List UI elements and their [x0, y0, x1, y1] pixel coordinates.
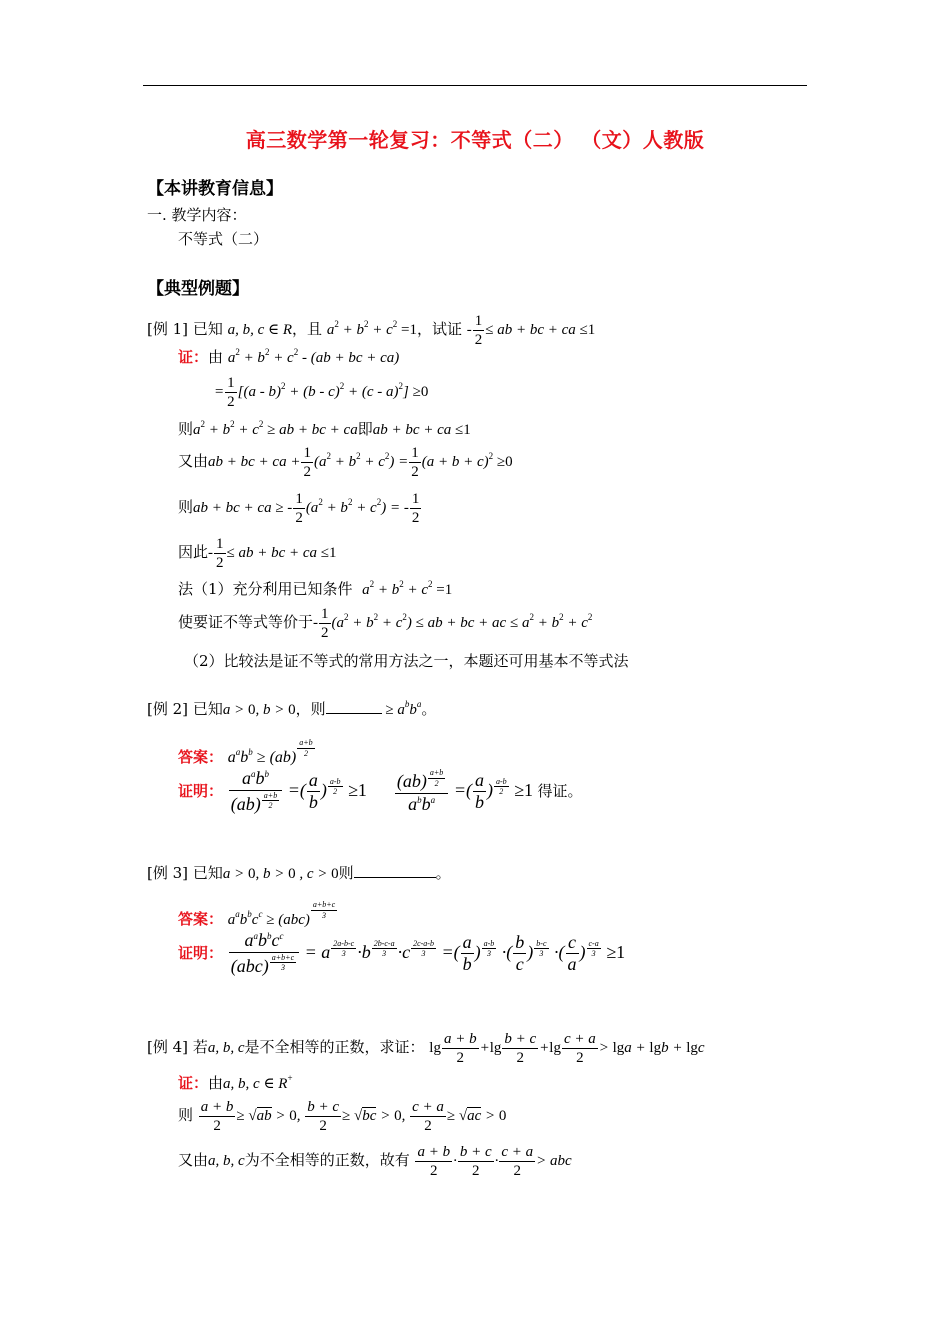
- proof-label: 证：: [178, 1074, 209, 1092]
- example-1-proof-line-6: 因此- $\frac{1}{2}$ ≤ ab + bc + ca ≤1: [178, 536, 337, 571]
- proof-label: 证明：: [178, 781, 224, 800]
- example-4-proof-line-1: 证：由a, b, c ∈ R+: [178, 1073, 293, 1092]
- example-1-proof-line-4: 又由ab + bc + ca + $\frac{1}{2}$ $(a^2 + b^2 + c^2)$ = $\frac{1}{2}$ $(a + b + c)^2 \ge 0$: [178, 445, 513, 480]
- proof-label: 证：: [178, 348, 209, 366]
- example-2-label: [例 2]: [147, 700, 189, 718]
- example-4-statement: [例 4] 若a, b, c是不全相等的正数，求证： lg $\frac{a + b}{2}$ +lg $\frac{b + c}{2}$ +lg $\frac{c + a}{2}$ > lga + lgb + lgc: [147, 1031, 705, 1066]
- example-4-label: [例 4]: [147, 1037, 189, 1056]
- answer-blank: [326, 713, 382, 714]
- example-3-answer: 答案： $a^ab^bc^c \ge (abc)$ $^{\frac{a+b+c}{3}}$: [178, 900, 336, 929]
- answer-blank: [354, 877, 436, 878]
- example-1-proof-line-3: 则$a^2 + b^2 + c^2$ ≥ ab + bc + ca即ab + bc + ca ≤1: [178, 419, 471, 438]
- example-3-label: [例 3]: [147, 864, 189, 882]
- example-1-proof-line-2: = $\frac{1}{2}$ [(a - b)$^2$ + (b - c)$^2$ + (c - a)$^2$] ≥0: [214, 375, 429, 410]
- example-3-statement: [例 3] 已知a > 0, b > 0 , c > 0则 。: [147, 864, 451, 882]
- teaching-topic: 不等式（二）: [178, 230, 269, 248]
- example-2-proof: 证明： $a^ab^b$ (ab) $^{\frac{a+b}{2}}$ =( $\frac{a}{b}$ ) $^{\frac{a-b}{2}}$ ≥1 (ab) $^{\frac{a+b}{2}}$ $a^bb^a$ =( $\frac{a}{b}$ ) $^{\frac{a-b}{2}}$ ≥1 得证。: [178, 768, 583, 814]
- section-examples-heading: 【典型例题】: [147, 279, 249, 299]
- example-1-note-3: （2）比较法是证不等式的常用方法之一，本题还可用基本不等式法: [184, 652, 629, 670]
- section-info-heading: 【本讲教育信息】: [147, 179, 283, 199]
- example-1-label: [例 1]: [147, 319, 189, 338]
- example-1-note-1: 法（1）充分利用已知条件 $a^2 + b^2 + c^2 =1$: [178, 579, 453, 598]
- example-3-proof: 证明： $a^ab^bc^c$ (abc) $^{\frac{a+b+c}{3}}$ = a $^{\frac{2a-b-c}{3}}$ ·b $^{\frac{2b-c-a}{3}}$ ·c $^{\frac{2c-a-b}{3}}$ =( $\frac{a}{b}$ ) $^{\frac{a-b}{3}}$ ·( $\frac{b}{c}$ ) $^{\frac{b-c}{3}}$ ·( $\frac{c}{a}$ ) $^{\frac{c-a}{3}}$ ≥1: [178, 930, 626, 976]
- answer-label: 答案：: [178, 910, 224, 929]
- example-2-statement: [例 2] 已知a > 0, b > 0，则 ≥ $a^bb^a$。: [147, 699, 437, 718]
- example-2-answer: 答案： $a^ab^b \ge (ab)$ $^{\frac{a+b}{2}}$: [178, 738, 313, 767]
- proof-label: 证明：: [178, 943, 224, 962]
- teaching-content-label: 一. 教学内容：: [147, 206, 247, 224]
- header-rule: [143, 85, 807, 86]
- example-1-proof-line-1: 证：由 $a^2 + b^2 + c^2 - (ab$ + bc + ca): [178, 347, 400, 366]
- example-1-note-2: 使要证不等式等价于- $\frac{1}{2}$ $(a^2 + b^2 + c^2)$ ≤ ab + bc + ac ≤ $a^2 + b^2 + c^2$: [178, 606, 593, 641]
- example-1-proof-line-5: 则ab + bc + ca ≥ - $\frac{1}{2}$ $(a^2 + b^2 + c^2)$ = - $\frac{1}{2}$: [178, 491, 420, 526]
- example-1-statement: [例 1] 已知 a, b, c ∈ R，且 $a^2 + b^2 + c^2 =1$，试证 - $\frac{1}{2}$ ≤ ab + bc + ca ≤1: [147, 313, 596, 348]
- page-title: 高三数学第一轮复习：不等式（二） （文）人教版: [245, 128, 705, 152]
- example-4-proof-line-3: 又由a, b, c为不全相等的正数，故有 $\frac{a + b}{2}$ · $\frac{b + c}{2}$ · $\frac{c + a}{2}$ > abc: [178, 1144, 572, 1179]
- answer-label: 答案：: [178, 748, 224, 767]
- example-4-proof-line-2: 则 $\frac{a + b}{2}$ ≥ √ab > 0, $\frac{b + c}{2}$ ≥ √bc > 0, $\frac{c + a}{2}$ ≥ √ac > 0: [178, 1099, 507, 1134]
